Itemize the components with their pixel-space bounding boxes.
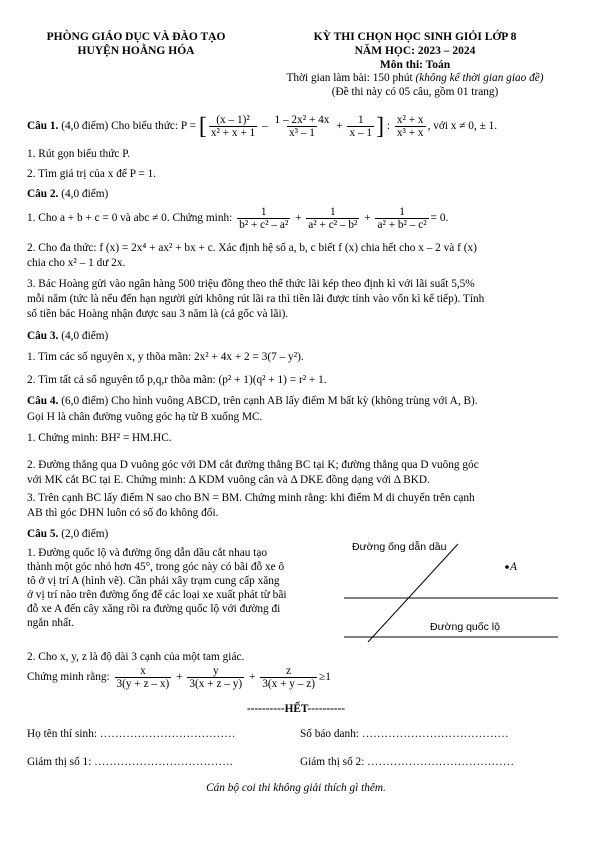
q5-part1: 1. Đường quốc lộ và đường ống dẫn dầu cắt nhau tạo thành một góc nhỏ hơn 45°, trong góc này có bãi đỗ xe ô tô ở vị trí A (hình vẽ). Cần phải xây trạm cung cấp xăng ở vị trí nào trên đường ống để các loại xe xuất phát từ bãi đỗ xe A đến cây xăng rồi ra đường quốc lộ với đường đi ngắn nhất.	[27, 547, 287, 629]
point-a-label: A	[510, 561, 517, 573]
q5-heading: Câu 5. (2,0 điểm)	[27, 528, 109, 540]
q1-expression: Câu 1. (4,0 điểm) Cho biểu thức: P = [ $\frac{\text{(x – 1)²}}{\text{x² + x + 1}}$ – $\frac{\text{1 – 2x² + 4x}}{\text{x³ – 1}}$ + $\frac{1}{x - 1}$ ] : $\frac{\text{x² + x}}{\text{x³ + x}}$ , với x ≠ 0, ± 1.	[27, 113, 498, 140]
district-name: HUYỆN HOẰNG HÓA	[77, 45, 195, 57]
q2-heading: Câu 2. (4,0 điểm)	[27, 188, 109, 200]
q4-part3-b: AB thì góc DHN luôn có số đo không đổi.	[27, 507, 219, 519]
pipe-label: Đường ống dẫn dầu	[352, 541, 447, 553]
q5-part2-a: 2. Cho x, y, z là độ dài 3 cạnh của một tam giác.	[27, 651, 245, 663]
q4-intro-b: Gọi H là chân đường vuông góc hạ từ B xuống MC.	[27, 411, 263, 423]
proctor-2: Giám thị số 2: …………………………………	[300, 756, 515, 768]
q2-part2-a: 2. Cho đa thức: f (x) = 2x⁴ + ax² + bx + c. Xác định hệ số a, b, c biết f (x) chia hết cho x – 2 và f (x)	[27, 242, 477, 254]
q4-part1: 1. Chứng minh: BH² = HM.HC.	[27, 432, 172, 444]
q3-part1: 1. Tìm các số nguyên x, y thõa mãn: 2x² + 4x + 2 = 3(7 – y²).	[27, 351, 304, 363]
point-a-marker	[505, 565, 509, 569]
q5-part2-b: Chứng minh rằng: $\frac{x}{3(y + z - x)}$ + $\frac{y}{3(x + z - y)}$ + $\frac{z}{3(x + y - z)}$ ≥1	[27, 664, 331, 690]
q1-part2: 2. Tìm giá trị của x để P = 1.	[27, 168, 157, 180]
q2-part1: 1. Cho a + b + c = 0 và abc ≠ 0. Chứng minh: $\frac{1}{\text{b² + c² – a²}}$ + $\frac{1}{\text{a² + c² – b²}}$ + $\frac{1}{\text{a² + b² – c²}}$ = 0.	[27, 205, 449, 231]
footer-note: Cán bộ coi thi không giải thích gì thêm.	[206, 782, 386, 794]
candidate-name: Họ tên thí sinh: ………………………………	[27, 728, 236, 740]
q4-intro-a: Câu 4. (6,0 điểm) Cho hình vuông ABCD, trên cạnh AB lấy điểm M bất kỳ (không trùng với A, B).	[27, 395, 478, 407]
q1-part1: 1. Rút gọn biểu thức P.	[27, 148, 131, 160]
subject: Môn thi: Toán	[379, 59, 451, 71]
q3-heading: Câu 3. (4,0 điểm)	[27, 330, 109, 342]
q2-part3-a: 3. Bác Hoàng gửi vào ngân hàng 500 triệu đồng theo thể thức lãi kép theo định kì với lãi suất 5,5%	[27, 278, 475, 290]
road-label: Đường quốc lộ	[430, 621, 500, 633]
time-limit: Thời gian làm bài: 150 phút (không kể thời gian giao đề)	[286, 72, 544, 84]
q4-part2-b: với MK cắt BC tại E. Chứng minh: Δ KDM vuông cân và Δ DKE đồng dạng với Δ BKD.	[27, 474, 430, 486]
proctor-1: Giám thị số 1: ……………………………….	[27, 756, 233, 768]
q4-part3-a: 3. Trên cạnh BC lấy điểm N sao cho BN = BM. Chứng minh rằng: khi điểm M di chuyển trên cạnh	[27, 492, 475, 504]
dept-name: PHÒNG GIÁO DỤC VÀ ĐÀO TẠO	[46, 31, 226, 43]
q2-part3-b: mỗi năm (tức là nếu đến hạn người gửi không rút lãi ra thì tiền lãi được tính vào vốn kì kế tiếp). Tính	[27, 293, 485, 305]
candidate-number: Số báo danh: …………………………………	[300, 728, 509, 740]
q3-part2: 2. Tìm tất cả số nguyên tố p,q,r thõa mãn: (p² + 1)(q² + 1) = r² + 1.	[27, 374, 327, 386]
end-marker: ----------HẾT----------	[246, 703, 346, 715]
q4-part2-a: 2. Đường thẳng qua D vuông góc với DM cắt đường thẳng BC tại K; đường thẳng qua D vuông góc	[27, 459, 479, 471]
school-year: NĂM HỌC: 2023 – 2024	[354, 45, 476, 57]
q2-part2-b: chia cho x² – 1 dư 2x.	[27, 257, 126, 269]
q2-part3-c: số tiền bác Hoàng nhận được sau 3 năm là (cả gốc và lãi).	[27, 308, 289, 320]
page-info: (Đề thi này có 05 câu, gồm 01 trang)	[331, 86, 499, 98]
exam-title: KỲ THI CHỌN HỌC SINH GIỎI LỚP 8	[313, 31, 517, 43]
